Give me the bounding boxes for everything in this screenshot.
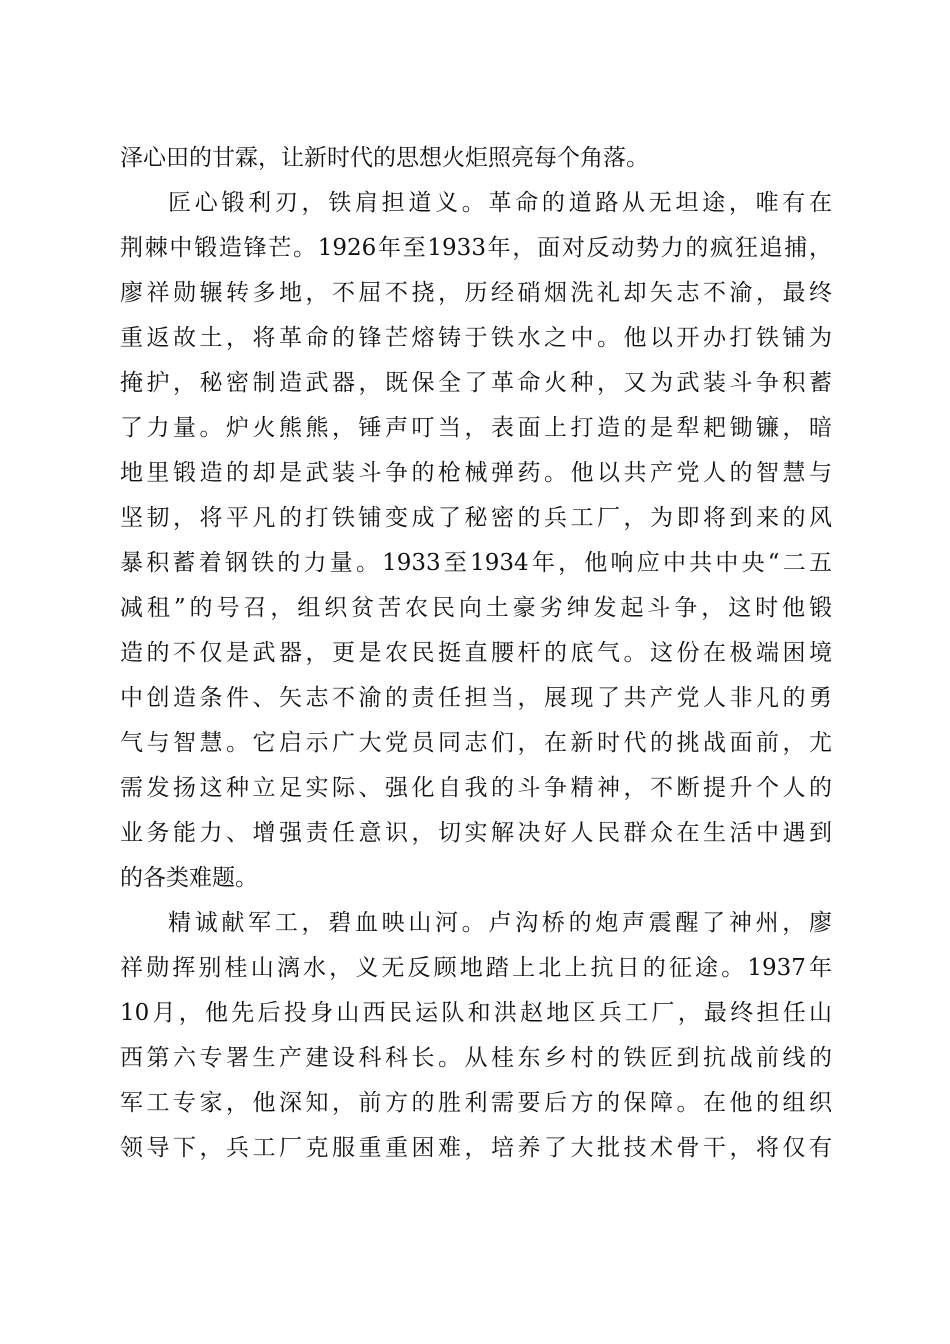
paragraph-2-line-15: 业务能力、增强责任意识，切实解决好人民群众在生活中遇到 xyxy=(120,820,832,846)
paragraph-2-line-8: 坚韧，将平凡的打铁铺变成了秘密的兵工厂，为即将到来的风 xyxy=(120,505,832,531)
paragraph-2-line-5: 掩护，秘密制造武器，既保全了革命火种，又为武装斗争积蓄 xyxy=(120,370,832,396)
paragraph-1-line-1: 泽心田的甘霖，让新时代的思想火炬照亮每个角落。 xyxy=(120,145,649,171)
paragraph-2-line-4: 重返故土，将革命的锋芒熔铸于铁水之中。他以开办打铁铺为 xyxy=(120,325,832,351)
paragraph-3-line-1: 精诚献军工，碧血映山河。卢沟桥的炮声震醒了神州，廖 xyxy=(168,910,832,936)
paragraph-3-line-6: 领导下，兵工厂克服重重困难，培养了大批技术骨干，将仅有 xyxy=(120,1135,832,1161)
paragraph-2-line-3: 廖祥勋辗转多地，不屈不挠，历经硝烟洗礼却矢志不渝，最终 xyxy=(120,280,832,306)
paragraph-2-line-16: 的各类难题。 xyxy=(120,865,258,891)
paragraph-3-line-5: 军工专家，他深知，前方的胜利需要后方的保障。在他的组织 xyxy=(120,1090,832,1116)
paragraph-3-line-3: 10月，他先后投身山西民运队和洪赵地区兵工厂，最终担任山 xyxy=(120,1000,832,1026)
paragraph-2-line-14: 需发扬这种立足实际、强化自我的斗争精神，不断提升个人的 xyxy=(120,775,832,801)
paragraph-2-line-7: 地里锻造的却是武装斗争的枪械弹药。他以共产党人的智慧与 xyxy=(120,460,832,486)
paragraph-2-line-11: 造的不仅是武器，更是农民挺直腰杆的底气。这份在极端困境 xyxy=(120,640,832,666)
paragraph-2-line-9: 暴积蓄着钢铁的力量。1933至1934年，他响应中共中央“二五 xyxy=(120,550,832,576)
paragraph-3-line-2: 祥勋挥别桂山漓水，义无反顾地踏上北上抗日的征途。1937年 xyxy=(120,955,832,981)
paragraph-2-line-2: 荆棘中锻造锋芒。1926年至1933年，面对反动势力的疯狂追捕， xyxy=(120,235,832,261)
paragraph-2-line-1: 匠心锻利刃，铁肩担道义。革命的道路从无坦途，唯有在 xyxy=(168,190,832,216)
paragraph-2-line-6: 了力量。炉火熊熊，锤声叮当，表面上打造的是犁耙锄镰，暗 xyxy=(120,415,832,441)
paragraph-2-line-12: 中创造条件、矢志不渝的责任担当，展现了共产党人非凡的勇 xyxy=(120,685,832,711)
paragraph-2-line-10: 减租”的号召，组织贫苦农民向土豪劣绅发起斗争，这时他锻 xyxy=(120,595,832,621)
paragraph-3-line-4: 西第六专署生产建设科科长。从桂东乡村的铁匠到抗战前线的 xyxy=(120,1045,832,1071)
paragraph-2-line-13: 气与智慧。它启示广大党员同志们，在新时代的挑战面前，尤 xyxy=(120,730,832,756)
